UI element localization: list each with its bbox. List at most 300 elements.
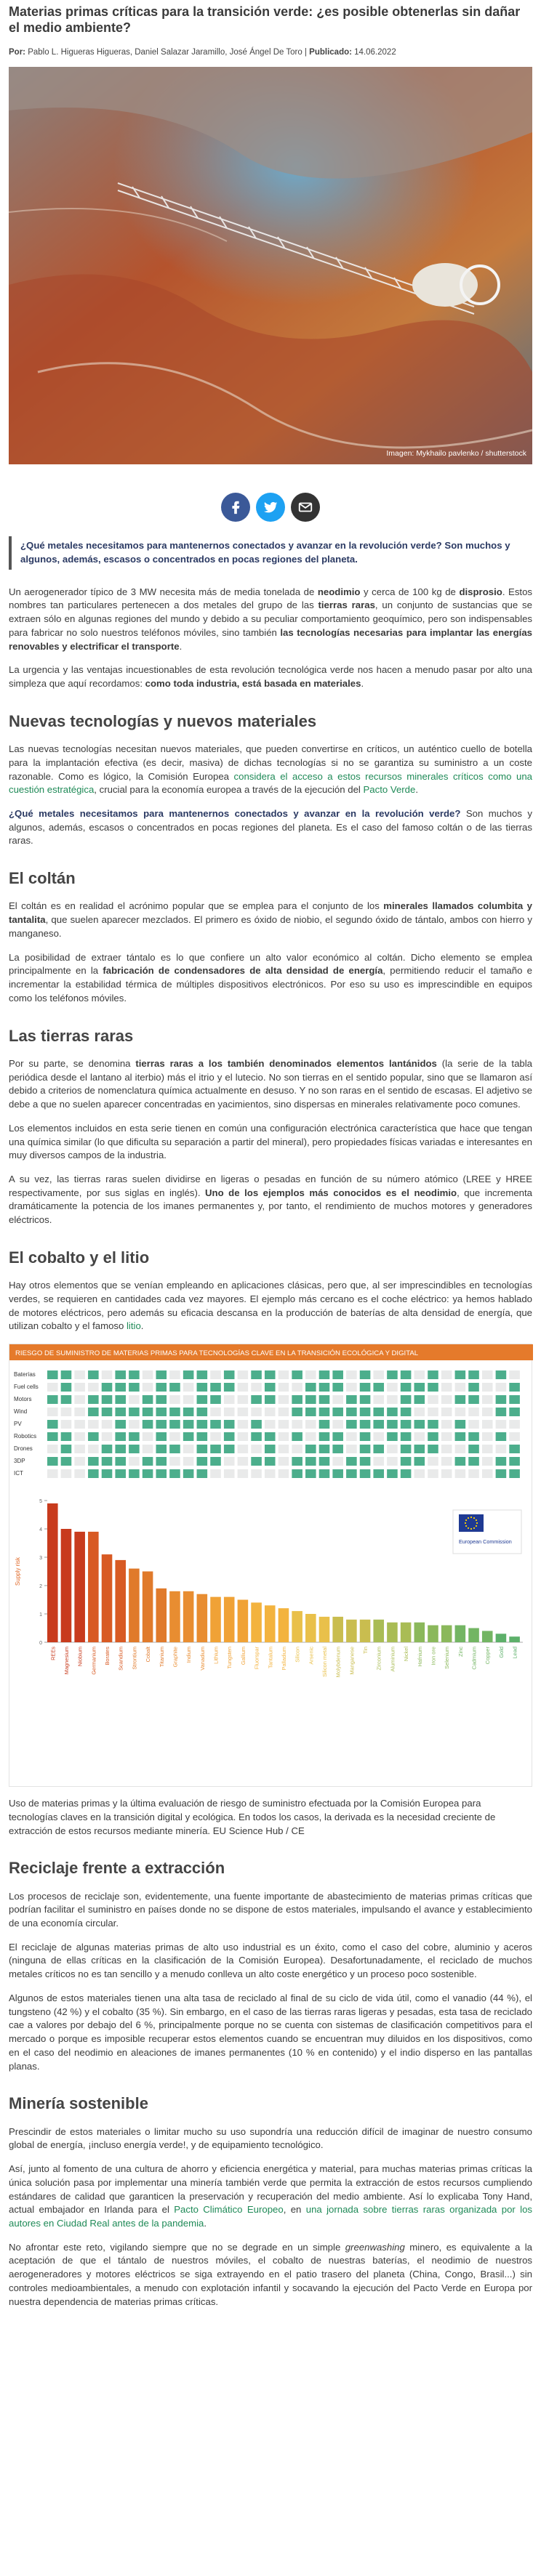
matrix-cell [74, 1420, 85, 1429]
matrix-cell [428, 1420, 438, 1429]
matrix-cell [414, 1395, 425, 1404]
matrix-cell [156, 1432, 167, 1441]
matrix-cell [482, 1445, 493, 1453]
matrix-cell [129, 1395, 140, 1404]
matrix-cell [251, 1370, 262, 1379]
matrix-cell [169, 1445, 180, 1453]
y-tick-label: 3 [39, 1556, 42, 1562]
material-label: Lithium [212, 1647, 220, 1664]
matrix-cell [278, 1408, 289, 1416]
eu-star [465, 1519, 467, 1521]
matrix-cell [265, 1445, 276, 1453]
matrix-cell [88, 1445, 99, 1453]
matrix-cell [61, 1432, 72, 1441]
matrix-cell [468, 1420, 479, 1429]
bar-germanium [88, 1532, 99, 1642]
paragraph-9: A su vez, las tierras raras suelen dividirse en ligeras o pesadas en función de su número atómico (LREE y HREE respectivamente, por sus siglas en inglés). Uno de los ejemplos más conocidos es el neodimio, que incrementa dramáticamente la potencia de los imanes permanentes y, por tanto, el rendimiento de muchos motores y generadores eléctricos. [9, 1173, 533, 1226]
matrix-cell [251, 1395, 262, 1404]
matrix-cell [143, 1383, 153, 1392]
eu-star [468, 1517, 469, 1519]
matrix-cell [509, 1432, 520, 1441]
matrix-cell [265, 1469, 276, 1478]
matrix-cell [496, 1395, 507, 1404]
supply-risk-chart [9, 1344, 533, 1788]
matrix-cell [197, 1457, 208, 1466]
matrix-cell [455, 1432, 466, 1441]
material-label: Cadmium [470, 1647, 478, 1670]
matrix-cell [292, 1457, 302, 1466]
matrix-cell [496, 1457, 507, 1466]
matrix-cell [482, 1395, 493, 1404]
matrix-cell [224, 1395, 235, 1404]
matrix-cell [319, 1457, 330, 1466]
paragraph-15: Así, junto al fomento de una cultura de ahorro y eficiencia energética y material, para muchas materias primas críticas la única solución pasa por implementar una minería también verde que permita la extracción de estos recursos cumpliendo estándares de calidad que garanticen la preservación y recuperación del medio ambiente. Así lo explicaba Tony Hand, actual embajador en Irlanda para el Pacto Climático Europeo, en una jornada sobre tierras raras organizada por los autores en Ciudad Real antes de la pandemia. [9, 2163, 532, 2229]
matrix-cell [360, 1432, 371, 1441]
matrix-cell [183, 1469, 194, 1478]
matrix-cell [74, 1370, 85, 1379]
matrix-cell [509, 1445, 520, 1453]
matrix-cell [156, 1370, 167, 1379]
matrix-cell [496, 1383, 507, 1392]
matrix-cell [509, 1408, 520, 1416]
matrix-cell [210, 1445, 221, 1453]
matrix-cell [332, 1432, 343, 1441]
matrix-cell [292, 1445, 302, 1453]
matrix-cell [47, 1408, 58, 1416]
matrix-cell [210, 1420, 221, 1429]
matrix-cell [197, 1445, 208, 1453]
authors: Pablo L. Higueras Higueras, Daniel Salazar Jaramillo, José Ángel De Toro [28, 47, 302, 57]
material-label: Hafnium [416, 1647, 423, 1667]
facebook-share-button[interactable] [221, 493, 250, 522]
bar-vanadium [197, 1594, 208, 1642]
matrix-cell [47, 1383, 58, 1392]
matrix-cell [305, 1445, 316, 1453]
tech-label: Drones [14, 1445, 33, 1453]
by-label: Por: [9, 47, 25, 57]
eu-star [473, 1527, 475, 1529]
matrix-cell [428, 1370, 438, 1379]
paragraph-16: No afrontar este reto, vigilando siempre que no se degrade en un simple greenwashing minero, es equivalente a la aceptación de que el tántalo de nuestros móviles, el cobalto de nuestras baterías, el neodimio de nuestros aerogeneradores y motores eléctricos se siga extrayendo en el patio trasero del planeta (China, Congo, Brasil...) sin controles medioambientales, a menudo con explotación infantil y socavando la ejecución del Pacto Verde en Europa por nuestra dependencia de materias primas críticas. [9, 2241, 532, 2307]
matrix-cell [278, 1395, 289, 1404]
tech-label: Baterías [14, 1371, 36, 1378]
matrix-cell [455, 1469, 466, 1478]
matrix-cell [251, 1445, 262, 1453]
bar-cobalt [143, 1572, 153, 1643]
matrix-cell [265, 1432, 276, 1441]
matrix-cell [332, 1395, 343, 1404]
matrix-cell [346, 1445, 357, 1453]
paragraph-6: La posibilidad de extraer tántalo es lo que confiere un alto valor económico al coltán. Dicho elemento se emplea principalmente en la fabricación de condensadores de alta densidad de energía, permitiendo reducir el tamaño e incrementar la estabilidad térmica de múltiples dispositivos electrónicos. Por eso su uso es imprescindible en equipos como los teléfonos móviles. [9, 951, 532, 1004]
tech-label: 3DP [14, 1458, 25, 1465]
matrix-cell [509, 1395, 520, 1404]
matrix-cell [143, 1395, 153, 1404]
matrix-cell [197, 1383, 208, 1392]
heading-reciclaje: Reciclaje frente a extracción [9, 1859, 225, 1878]
matrix-cell [115, 1457, 126, 1466]
matrix-cell [74, 1457, 85, 1466]
matrix-cell [332, 1457, 343, 1466]
matrix-cell [401, 1383, 412, 1392]
matrix-cell [183, 1445, 194, 1453]
matrix-cell [441, 1445, 452, 1453]
tech-label: Fuel cells [14, 1384, 39, 1391]
link-pacto-verde[interactable]: Pacto Verde [363, 784, 416, 796]
matrix-cell [143, 1408, 153, 1416]
matrix-cell [278, 1445, 289, 1453]
matrix-cell [183, 1457, 194, 1466]
eu-star [470, 1528, 472, 1530]
supply-risk-infographic [9, 1344, 532, 1787]
matrix-cell [61, 1457, 72, 1466]
material-label: Vanadium [199, 1647, 206, 1671]
hero-caption: Imagen: Mykhailo pavlenko / shutterstock [386, 449, 526, 459]
matrix-cell [401, 1408, 412, 1416]
material-label: Copper [484, 1647, 492, 1665]
matrix-cell [102, 1383, 113, 1392]
matrix-cell [61, 1395, 72, 1404]
matrix-cell [102, 1469, 113, 1478]
matrix-cell [156, 1408, 167, 1416]
y-tick-label: 2 [39, 1584, 42, 1590]
matrix-cell [183, 1370, 194, 1379]
matrix-cell [441, 1370, 452, 1379]
matrix-cell [373, 1408, 384, 1416]
matrix-cell [428, 1457, 438, 1466]
matrix-cell [305, 1432, 316, 1441]
matrix-cell [482, 1469, 493, 1478]
matrix-cell [143, 1370, 153, 1379]
matrix-cell [61, 1408, 72, 1416]
matrix-cell [387, 1432, 398, 1441]
matrix-cell [88, 1469, 99, 1478]
matrix-cell [455, 1395, 466, 1404]
matrix-cell [387, 1420, 398, 1429]
matrix-cell [360, 1370, 371, 1379]
bar-arsenic [305, 1614, 316, 1642]
matrix-cell [102, 1432, 113, 1441]
matrix-cell [468, 1445, 479, 1453]
matrix-cell [292, 1432, 302, 1441]
bar-borates [102, 1554, 113, 1642]
bar-scandium [115, 1560, 126, 1642]
matrix-cell [346, 1408, 357, 1416]
matrix-cell [183, 1432, 194, 1441]
matrix-cell [305, 1395, 316, 1404]
bar-tantalum [265, 1605, 276, 1642]
matrix-cell [278, 1370, 289, 1379]
bar-strontium [129, 1569, 140, 1642]
link-litio[interactable]: litio [127, 1320, 141, 1332]
matrix-cell [224, 1383, 235, 1392]
matrix-cell [47, 1457, 58, 1466]
matrix-cell [401, 1445, 412, 1453]
matrix-cell [129, 1457, 140, 1466]
matrix-cell [428, 1469, 438, 1478]
matrix-cell [183, 1420, 194, 1429]
matrix-cell [414, 1445, 425, 1453]
matrix-cell [224, 1420, 235, 1429]
paragraph-5: El coltán es en realidad el acrónimo popular que se emplea para el conjunto de los minerales llamados columbita y tantalita, que suelen aparecer mezclados. El primero es óxido de niobio, el segundo óxido de tántalo, ambos con hierro y manganeso. [9, 900, 532, 939]
bar-silicon [292, 1611, 302, 1642]
matrix-cell [183, 1383, 194, 1392]
matrix-cell [265, 1408, 276, 1416]
matrix-cell [47, 1370, 58, 1379]
matrix-cell [401, 1469, 412, 1478]
matrix-cell [332, 1469, 343, 1478]
matrix-cell [496, 1432, 507, 1441]
matrix-cell [265, 1395, 276, 1404]
matrix-cell [115, 1408, 126, 1416]
paragraph-10: Hay otros elementos que se venían empleando en aplicaciones clásicas, pero que, al ser imprescindibles en tecnologías verdes, se requieren en cantidades cada vez mayores. El ejemplo más cercano es el coche eléctrico: ya hemos hablado de motores eléctricos, pero además su eficacia descansa en la producción de baterías de alta densidad de energía, que utilizan cobalto y el famoso litio. [9, 1280, 532, 1332]
matrix-cell [292, 1420, 302, 1429]
bar-molybdenum [332, 1617, 343, 1642]
matrix-cell [238, 1432, 249, 1441]
matrix-cell [373, 1432, 384, 1441]
matrix-cell [468, 1469, 479, 1478]
matrix-cell [319, 1370, 330, 1379]
matrix-cell [47, 1395, 58, 1404]
bar-fluorspar [251, 1602, 262, 1642]
matrix-cell [197, 1432, 208, 1441]
bar-selenium [441, 1626, 452, 1642]
matrix-cell [156, 1445, 167, 1453]
matrix-cell [88, 1420, 99, 1429]
matrix-cell [224, 1408, 235, 1416]
bar-tungsten [224, 1597, 235, 1642]
matrix-cell [455, 1383, 466, 1392]
matrix-cell [210, 1432, 221, 1441]
matrix-cell [61, 1383, 72, 1392]
matrix-cell [319, 1420, 330, 1429]
matrix-cell [496, 1420, 507, 1429]
matrix-cell [143, 1432, 153, 1441]
bar-zirconium [373, 1620, 384, 1642]
matrix-cell [387, 1395, 398, 1404]
matrix-cell [441, 1469, 452, 1478]
bar-gallium [238, 1600, 249, 1643]
material-label: Silicon [294, 1647, 301, 1663]
matrix-cell [88, 1370, 99, 1379]
matrix-cell [373, 1445, 384, 1453]
material-label: Indium [185, 1647, 193, 1663]
bar-niobium [74, 1532, 85, 1642]
matrix-cell [401, 1457, 412, 1466]
matrix-cell [210, 1395, 221, 1404]
matrix-cell [468, 1395, 479, 1404]
material-label: Titanium [158, 1647, 165, 1668]
matrix-cell [156, 1457, 167, 1466]
matrix-cell [292, 1408, 302, 1416]
paragraph-4: ¿Qué metales necesitamos para mantenernos conectados y avanzar en la revolución verde? Son muchos y algunos, además, escasos o concentrados en pocas regiones del planeta. Es el caso del famoso coltán o de las tierras raras. [9, 808, 532, 847]
matrix-cell [224, 1370, 235, 1379]
matrix-cell [129, 1408, 140, 1416]
matrix-cell [115, 1420, 126, 1429]
matrix-cell [455, 1445, 466, 1453]
matrix-cell [387, 1408, 398, 1416]
bar-titanium [156, 1588, 167, 1642]
matrix-cell [441, 1383, 452, 1392]
bar-manganese [346, 1620, 357, 1642]
paragraph-2: La urgencia y las ventajas incuestionables de esta revolución tecnológica verde nos hacen a menudo pasar por alto una simpleza que aquí recordamos: como toda industria, está basada en materiales. [9, 664, 532, 690]
matrix-cell [346, 1395, 357, 1404]
matrix-cell [251, 1432, 262, 1441]
matrix-cell [47, 1469, 58, 1478]
tech-label: Motors [14, 1396, 32, 1403]
paragraph-7: Por su parte, se denomina tierras raras a los también denominados elementos lantánidos (la serie de la tabla periódica desde el lantano al iterbio) más el itrio y el lutecio. No son tierras en el sentido popular, sino que se llamaron así debido a criterios de nomenclatura química actualmente en desuso. Y no son raras en el sentido de escasas. El adjetivo se debe a que no suelen aparecer concentradas en yacimientos, sino dispersas en minerales relativamente poco comunes. [9, 1057, 532, 1110]
matrix-cell [156, 1420, 167, 1429]
y-tick-label: 4 [39, 1527, 42, 1533]
article-title: Materias primas críticas para la transición verde: ¿es posible obtenerlas sin dañar el medio ambiente? [9, 4, 521, 35]
heading-nuevas: Nuevas tecnologías y nuevos materiales [9, 711, 317, 730]
matrix-cell [224, 1432, 235, 1441]
email-share-button[interactable] [291, 493, 320, 522]
matrix-cell [428, 1383, 438, 1392]
matrix-cell [360, 1469, 371, 1478]
matrix-cell [129, 1445, 140, 1453]
matrix-cell [238, 1370, 249, 1379]
matrix-cell [455, 1420, 466, 1429]
matrix-cell [346, 1457, 357, 1466]
material-label: Tantalum [267, 1647, 274, 1669]
matrix-cell [414, 1383, 425, 1392]
matrix-cell [509, 1383, 520, 1392]
material-label: Nickel [403, 1647, 410, 1662]
matrix-cell [292, 1370, 302, 1379]
matrix-cell [251, 1420, 262, 1429]
matrix-cell [468, 1370, 479, 1379]
matrix-cell [169, 1370, 180, 1379]
matrix-cell [74, 1445, 85, 1453]
bar-tin [360, 1620, 371, 1642]
matrix-cell [332, 1445, 343, 1453]
byline [9, 47, 532, 58]
material-label: Molybdenum [334, 1647, 342, 1678]
twitter-icon [263, 499, 278, 515]
matrix-cell [455, 1408, 466, 1416]
eu-star [473, 1517, 475, 1519]
matrix-cell [129, 1469, 140, 1478]
matrix-cell [197, 1420, 208, 1429]
matrix-cell [74, 1469, 85, 1478]
bar-iron-ore [428, 1626, 438, 1642]
matrix-cell [74, 1383, 85, 1392]
material-label: Gallium [239, 1647, 247, 1665]
bar-lead [509, 1636, 520, 1642]
matrix-cell [387, 1445, 398, 1453]
link-jornada-tierras-raras[interactable]: una jornada sobre tierras raras organizada por los autores en Ciudad Real antes de la pandemia [9, 2204, 532, 2229]
matrix-cell [197, 1395, 208, 1404]
matrix-cell [319, 1383, 330, 1392]
matrix-cell [210, 1469, 221, 1478]
matrix-cell [319, 1445, 330, 1453]
matrix-cell [224, 1445, 235, 1453]
matrix-cell [428, 1408, 438, 1416]
matrix-cell [156, 1395, 167, 1404]
material-label: Gold [497, 1647, 505, 1658]
matrix-cell [169, 1420, 180, 1429]
bar-indium [183, 1591, 194, 1642]
lead-quote: ¿Qué metales necesitamos para mantenernos conectados y avanzar en la revolución verde? Son muchos y algunos, además, escasos o concentrados en pocas regiones del planeta. [9, 536, 532, 569]
matrix-cell [292, 1469, 302, 1478]
matrix-cell [496, 1445, 507, 1453]
matrix-cell [346, 1432, 357, 1441]
matrix-cell [238, 1469, 249, 1478]
matrix-cell [332, 1383, 343, 1392]
bar-magnesium [61, 1529, 72, 1642]
matrix-cell [183, 1408, 194, 1416]
matrix-cell [441, 1420, 452, 1429]
matrix-cell [373, 1420, 384, 1429]
heading-mineria: Minería sostenible [9, 2094, 148, 2113]
matrix-cell [360, 1457, 371, 1466]
matrix-cell [102, 1445, 113, 1453]
bar-palladium [278, 1608, 289, 1642]
matrix-cell [238, 1445, 249, 1453]
matrix-cell [169, 1457, 180, 1466]
tech-label: PV [14, 1421, 22, 1428]
matrix-cell [88, 1395, 99, 1404]
material-label: Cobalt [145, 1647, 152, 1663]
matrix-cell [265, 1383, 276, 1392]
matrix-cell [360, 1420, 371, 1429]
bar-silicon-metal [319, 1617, 330, 1642]
material-label: Aluminium [389, 1647, 396, 1672]
matrix-cell [346, 1469, 357, 1478]
twitter-share-button[interactable] [256, 493, 285, 522]
matrix-cell [373, 1457, 384, 1466]
matrix-cell [61, 1469, 72, 1478]
figure-caption: Uso de materias primas y la última evaluación de riesgo de suministro efectuada por la Comisión Europea para tecnologías claves en la transición digital y ecológica. En todos los casos, la derivada es la necesidad creciente de extracción de estos recursos mediante minería. EU Science Hub / CE [9, 1798, 496, 1836]
matrix-cell [414, 1420, 425, 1429]
matrix-cell [169, 1432, 180, 1441]
material-label: REEs [49, 1647, 57, 1660]
matrix-cell [373, 1395, 384, 1404]
matrix-cell [102, 1370, 113, 1379]
matrix-cell [319, 1432, 330, 1441]
y-tick-label: 5 [39, 1499, 42, 1505]
matrix-cell [278, 1432, 289, 1441]
matrix-cell [210, 1383, 221, 1392]
paragraph-14: Prescindir de estos materiales o limitar mucho su uso supondría una reducción difícil de imaginar de nuestro consumo global de energía, ¡incluso energía verde!, y de equipamiento tecnológico. [9, 2125, 532, 2151]
matrix-cell [305, 1469, 316, 1478]
matrix-cell [319, 1395, 330, 1404]
matrix-cell [169, 1408, 180, 1416]
matrix-cell [210, 1457, 221, 1466]
matrix-cell [183, 1395, 194, 1404]
matrix-cell [251, 1408, 262, 1416]
matrix-cell [238, 1420, 249, 1429]
link-pacto-climatico[interactable]: Pacto Climático Europeo [174, 2204, 284, 2216]
matrix-cell [143, 1469, 153, 1478]
bar-hafnium [414, 1623, 425, 1642]
matrix-cell [197, 1469, 208, 1478]
matrix-cell [332, 1408, 343, 1416]
material-label: Scandium [117, 1647, 124, 1671]
matrix-cell [74, 1432, 85, 1441]
matrix-cell [468, 1432, 479, 1441]
matrix-cell [414, 1432, 425, 1441]
matrix-cell [143, 1420, 153, 1429]
matrix-cell [373, 1383, 384, 1392]
matrix-cell [468, 1457, 479, 1466]
matrix-cell [251, 1469, 262, 1478]
matrix-cell [238, 1383, 249, 1392]
link-recursos-criticos[interactable]: considera el acceso a estos recursos minerales críticos como una cuestión estratégica [9, 770, 532, 796]
published-label: Publicado: [309, 47, 352, 57]
matrix-cell [61, 1370, 72, 1379]
matrix-cell [88, 1383, 99, 1392]
